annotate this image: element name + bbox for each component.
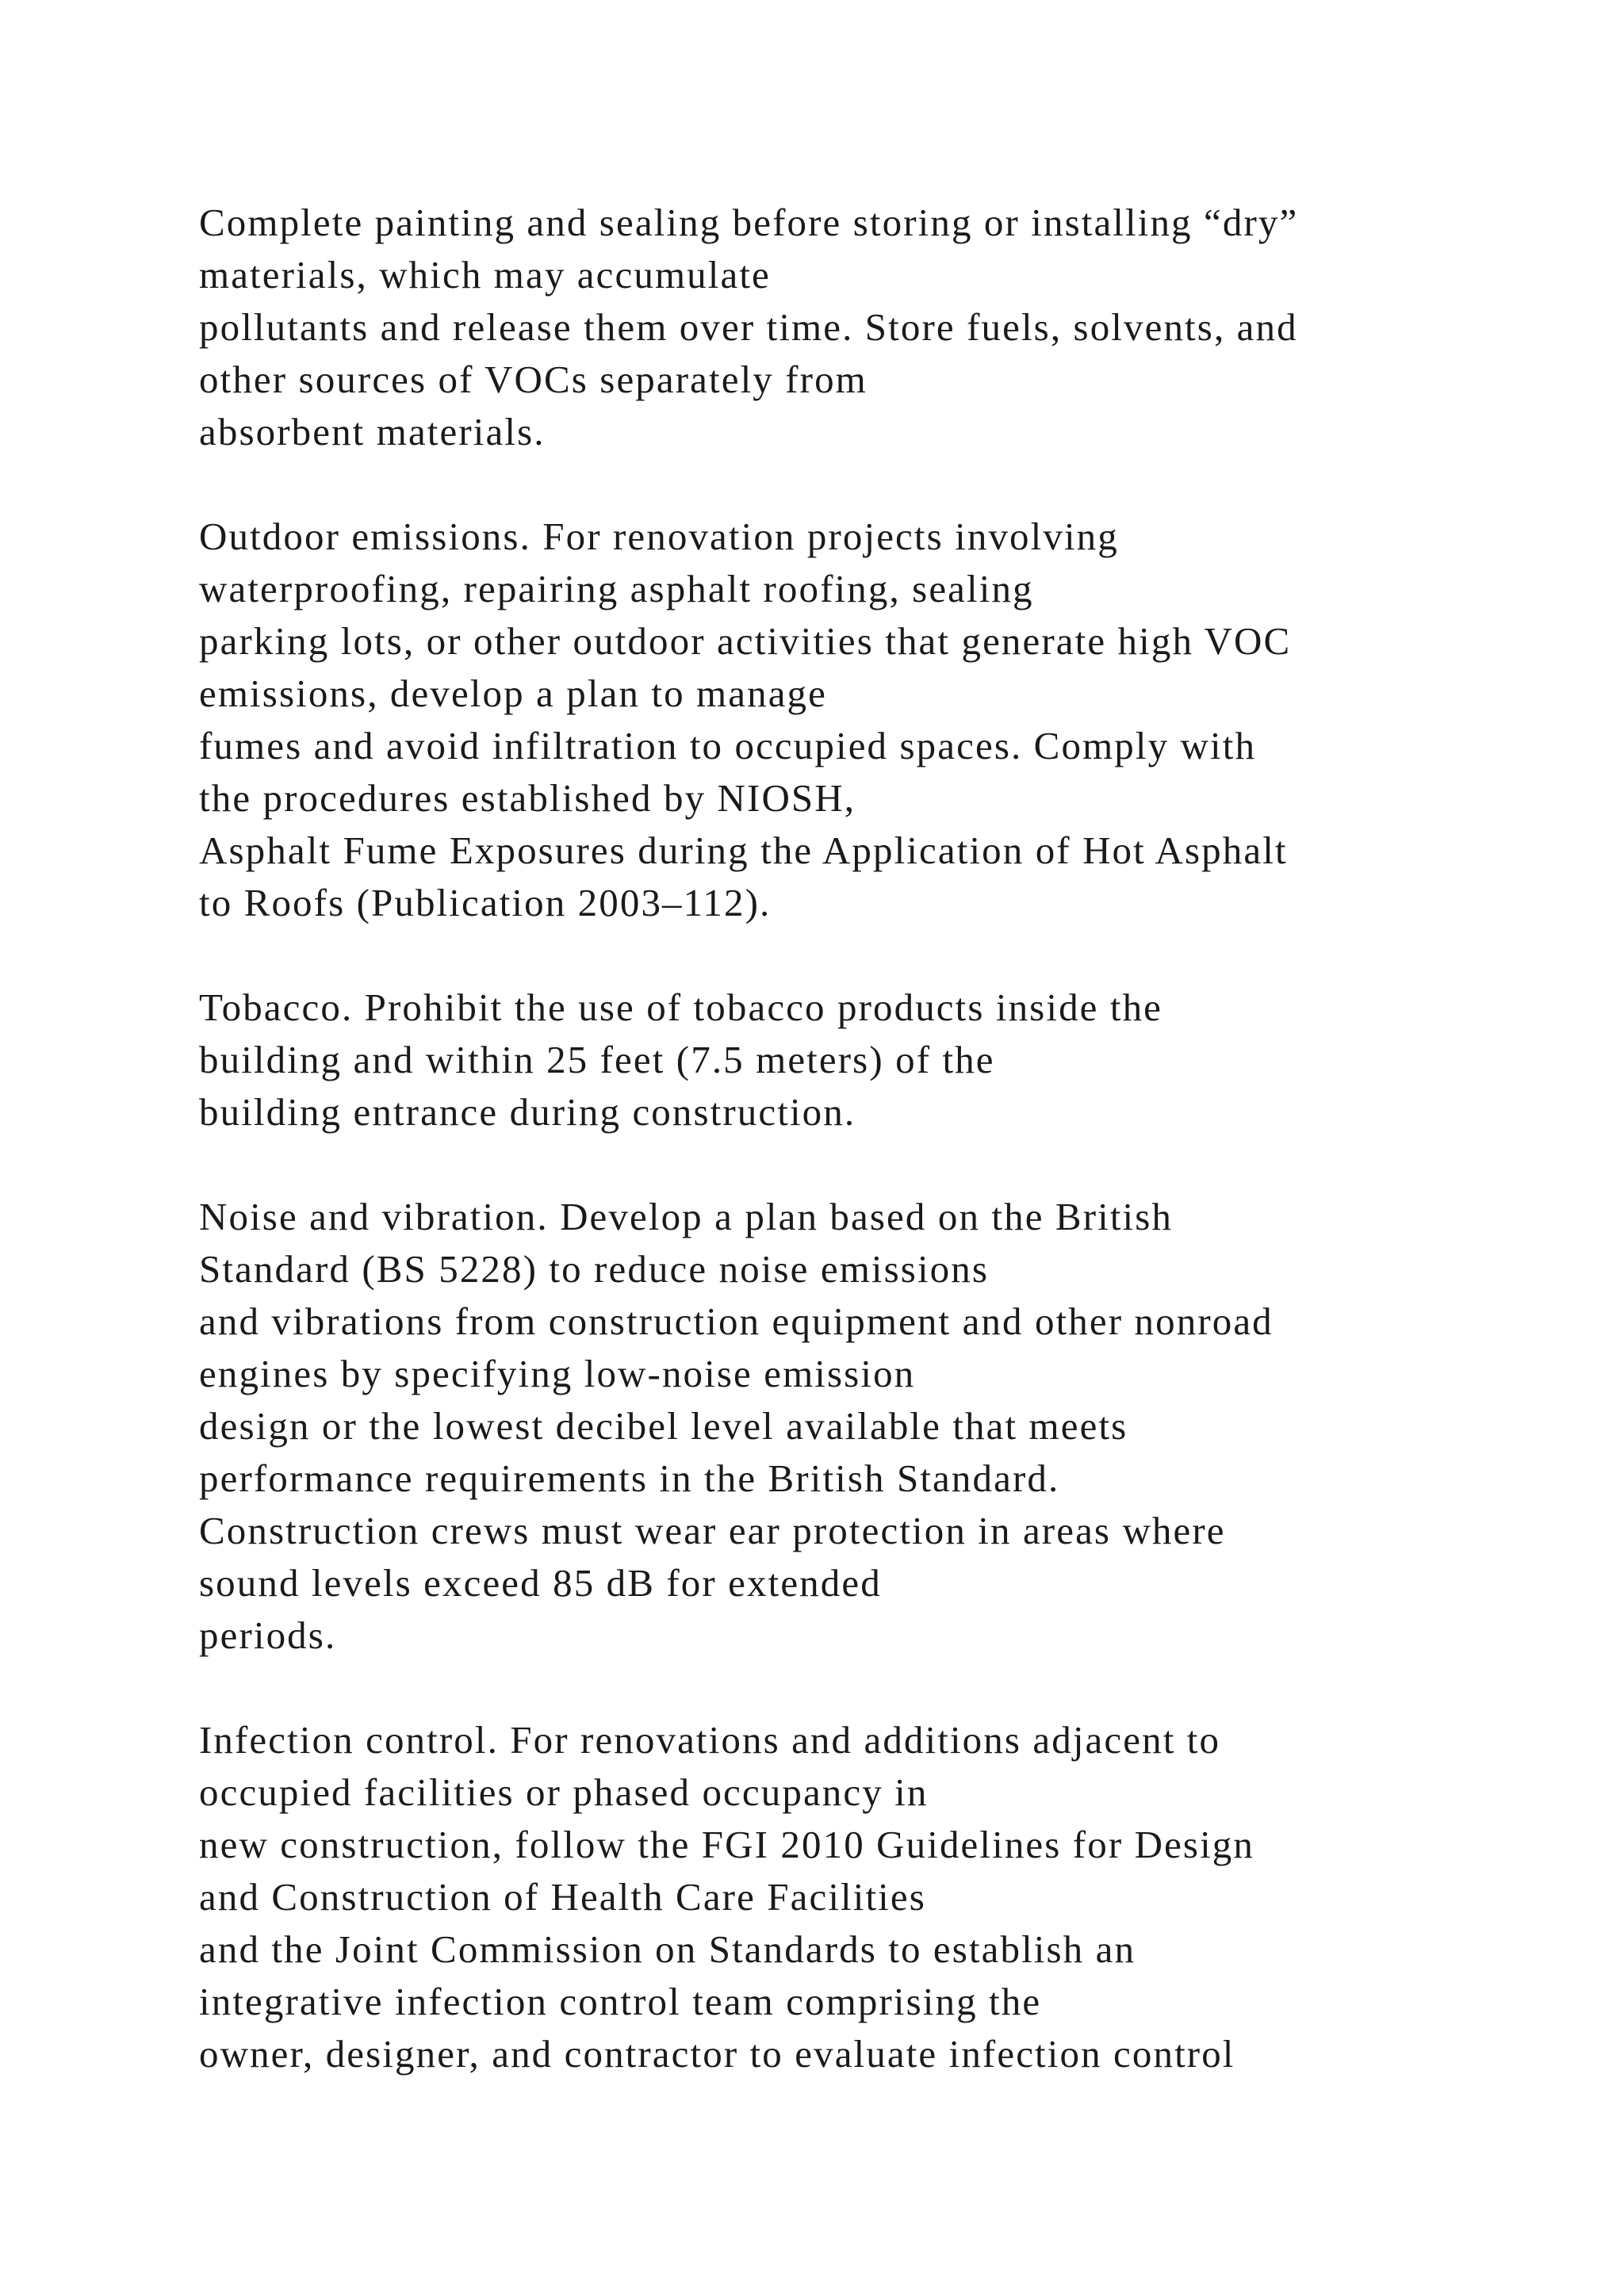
text-line: Asphalt Fume Exposures during the Application of Hot Asphalt [199, 828, 1288, 872]
text-line: integrative infection control team comprising the [199, 1980, 1042, 2023]
text-line: periods. [199, 1613, 337, 1657]
text-line: Noise and vibration. Develop a plan based on the British [199, 1195, 1174, 1238]
text-line: and vibrations from construction equipment and other nonroad [199, 1299, 1274, 1343]
paragraph-outdoor-emissions [199, 511, 1611, 929]
text-line: other sources of VOCs separately from [199, 358, 868, 401]
text-line: sound levels exceed 85 dB for extended [199, 1561, 882, 1605]
text-line: Tobacco. Prohibit the use of tobacco products inside the [199, 985, 1163, 1029]
text-line: owner, designer, and contractor to evaluate infection control [199, 2032, 1235, 2076]
text-line: fumes and avoid infiltration to occupied spaces. Comply with [199, 724, 1257, 767]
text-line: the procedures established by NIOSH, [199, 776, 856, 820]
text-line: Complete painting and sealing before storing or installing “dry” [199, 201, 1299, 244]
paragraph-painting-sealing [199, 197, 1611, 458]
text-line: building and within 25 feet (7.5 meters) of the [199, 1038, 995, 1081]
text-line: to Roofs (Publication 2003–112). [199, 881, 772, 924]
text-line: building entrance during construction. [199, 1090, 856, 1134]
text-line: new construction, follow the FGI 2010 Guidelines for Design [199, 1823, 1255, 1866]
text-line: absorbent materials. [199, 410, 546, 453]
text-line: Outdoor emissions. For renovation projects involving [199, 515, 1119, 558]
text-line: and Construction of Health Care Facilities [199, 1875, 926, 1919]
text-line: Standard (BS 5228) to reduce noise emissions [199, 1247, 990, 1291]
text-line: engines by specifying low-noise emission [199, 1352, 916, 1395]
text-line: pollutants and release them over time. Store fuels, solvents, and [199, 305, 1298, 349]
text-line: occupied facilities or phased occupancy in [199, 1770, 929, 1814]
text-line: and the Joint Commission on Standards to establish an [199, 1927, 1136, 1971]
text-line: emissions, develop a plan to manage [199, 672, 827, 715]
body-text [199, 197, 1611, 2080]
text-line: waterproofing, repairing asphalt roofing, sealing [199, 567, 1034, 610]
text-line: parking lots, or other outdoor activities that generate high VOC [199, 619, 1292, 663]
text-line: design or the lowest decibel level available that meets [199, 1404, 1128, 1448]
text-line: materials, which may accumulate [199, 253, 771, 297]
paragraph-tobacco [199, 982, 1611, 1138]
paragraph-noise-vibration [199, 1191, 1611, 1662]
text-line: Construction crews must wear ear protection in areas where [199, 1509, 1226, 1552]
text-line: Infection control. For renovations and additions adjacent to [199, 1718, 1221, 1762]
paragraph-infection-control [199, 1714, 1611, 2080]
text-line: performance requirements in the British Standard. [199, 1456, 1060, 1500]
